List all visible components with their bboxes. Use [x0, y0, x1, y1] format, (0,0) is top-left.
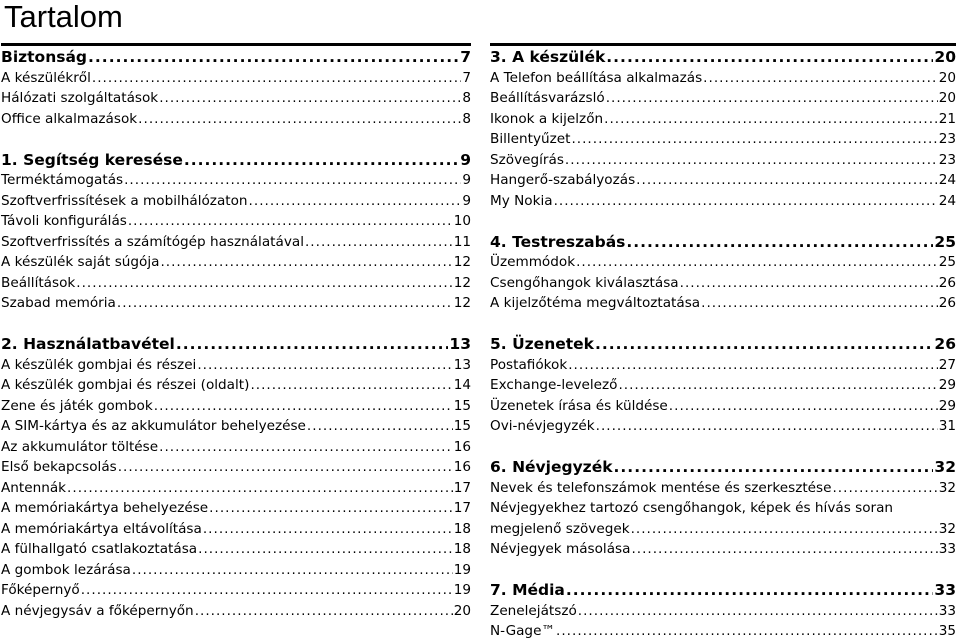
dot-leader — [631, 519, 938, 540]
dot-leader — [118, 457, 453, 478]
page-number: 14 — [453, 377, 471, 393]
page-number: 10 — [453, 213, 471, 229]
page-number: 35 — [938, 623, 956, 639]
page-number: 23 — [938, 151, 956, 168]
entry-title: Első bekapcsolás — [1, 459, 117, 475]
entry-title: Szövegírás — [490, 151, 564, 168]
dot-leader — [596, 416, 938, 437]
page-number: 26 — [934, 335, 956, 353]
page-number: 16 — [453, 459, 471, 475]
page-number: 19 — [453, 582, 471, 598]
toc-entry[interactable] — [490, 129, 956, 150]
entry-title: Zene és játék gombok — [1, 397, 153, 414]
page-number: 11 — [453, 233, 471, 250]
page-number: 32 — [934, 458, 956, 476]
page-number: 9 — [462, 192, 471, 209]
entry-title: Nevek és telefonszámok mentése és szerkesztése — [490, 479, 832, 496]
toc-entry[interactable] — [490, 601, 956, 622]
section-title: 2. Használatbavétel — [1, 335, 175, 353]
entry-title: Antennák — [1, 479, 67, 496]
dot-leader — [703, 68, 938, 89]
entry-title: A SIM-kártya és az akkumulátor behelyezése — [1, 418, 306, 434]
page-number: 8 — [462, 90, 471, 106]
page-number: 27 — [938, 356, 956, 373]
page-number: 7 — [462, 69, 471, 86]
entry-title: A Telefon beállítása alkalmazás — [490, 69, 703, 86]
entry-title: A készülék saját súgója — [1, 254, 160, 270]
page-number: 9 — [462, 172, 471, 188]
dot-leader — [250, 375, 452, 396]
page-number: 29 — [938, 397, 956, 414]
entry-title: Beállításvarázsló — [490, 90, 605, 106]
dot-leader — [832, 478, 937, 499]
section-title: Biztonság — [1, 48, 88, 66]
toc-entry[interactable] — [1, 109, 471, 130]
section-gap — [490, 314, 956, 335]
toc-section-heading[interactable] — [490, 457, 956, 478]
dot-leader — [81, 580, 453, 601]
entry-title: A készülék gombjai és részei — [1, 356, 197, 373]
toc-entry[interactable] — [490, 375, 956, 396]
toc-entry[interactable] — [1, 375, 471, 396]
entry-title: Szoftverfrissítés a számítógép használatával — [1, 233, 304, 250]
section-title: 3. A készülék — [490, 48, 606, 66]
section-gap — [490, 211, 956, 232]
page-number: 20 — [453, 602, 471, 619]
dot-leader — [565, 150, 938, 171]
dot-leader — [626, 232, 933, 253]
toc-entry[interactable] — [490, 68, 956, 89]
toc-entry[interactable] — [490, 273, 956, 294]
dot-leader — [92, 68, 461, 89]
toc-entry[interactable] — [1, 539, 471, 560]
toc-entry[interactable] — [490, 252, 956, 273]
toc-entry[interactable] — [490, 478, 956, 499]
page-number: 24 — [938, 192, 956, 209]
entry-title: Csengőhangok kiválasztása — [490, 274, 679, 291]
entry-title: Névjegyek másolása — [490, 541, 631, 557]
dot-leader — [631, 539, 937, 560]
dot-leader — [606, 47, 933, 68]
dot-leader — [117, 293, 453, 314]
entry-title: A készülékről — [1, 69, 91, 86]
page-number: 13 — [449, 335, 471, 353]
entry-title: Zenelejátszó — [490, 602, 577, 619]
toc-column-right — [490, 43, 956, 642]
page-number: 18 — [453, 520, 471, 537]
toc-section-heading[interactable] — [490, 334, 956, 355]
dot-leader — [132, 560, 453, 581]
page-number: 26 — [938, 274, 956, 291]
section-gap — [490, 437, 956, 458]
toc-entry[interactable] — [1, 293, 471, 314]
dot-leader — [195, 601, 453, 622]
dot-leader — [249, 191, 462, 212]
page-title: Tartalom — [4, 0, 123, 34]
entry-title: A névjegysáv a főképernyőn — [1, 602, 194, 619]
toc-section-heading[interactable] — [490, 232, 956, 253]
entry-title: Távoli konfigurálás — [1, 213, 127, 229]
dot-leader — [680, 273, 938, 294]
page-number: 9 — [460, 150, 471, 169]
toc-entry[interactable] — [490, 293, 956, 314]
page-number: 32 — [938, 479, 956, 496]
page-number: 12 — [453, 254, 471, 270]
dot-leader — [138, 109, 461, 130]
page-number: 21 — [938, 110, 956, 127]
dot-leader — [128, 211, 453, 232]
toc-entry[interactable] — [1, 170, 471, 191]
dot-leader — [636, 170, 938, 191]
section-title: 5. Üzenetek — [490, 335, 594, 353]
toc-entry[interactable] — [1, 232, 471, 253]
section-title: 1. Segítség keresése — [1, 150, 183, 169]
page-number: 8 — [462, 110, 471, 127]
page-number: 20 — [938, 69, 956, 86]
page-number: 18 — [453, 541, 471, 557]
dot-leader — [571, 129, 937, 150]
toc-entry[interactable] — [1, 437, 471, 458]
section-gap — [1, 129, 471, 150]
toc-entry[interactable] — [490, 150, 956, 171]
toc-entry[interactable] — [490, 519, 956, 540]
entry-title: Főképernyő — [1, 582, 80, 598]
entry-title: Névjegyekhez tartozó csengőhangok, képek és hívás soran — [490, 500, 894, 516]
section-title: 6. Névjegyzék — [490, 458, 613, 476]
dot-leader — [701, 293, 938, 314]
page-number: 25 — [934, 232, 956, 251]
toc-entry[interactable] — [1, 273, 471, 294]
toc-entry[interactable] — [490, 88, 956, 109]
toc-section-heading[interactable] — [490, 580, 956, 601]
dot-leader — [159, 437, 453, 458]
entry-title: Terméktámogatás — [1, 172, 124, 188]
dot-leader — [67, 478, 453, 499]
toc-entry[interactable] — [1, 580, 471, 601]
entry-title: A készülék gombjai és részei (oldalt) — [1, 377, 250, 393]
page-number: 19 — [453, 561, 471, 578]
toc-entry[interactable] — [490, 170, 956, 191]
page-number: 12 — [453, 274, 471, 291]
page-number: 33 — [934, 581, 956, 599]
entry-title: Szoftverfrissítések a mobilhálózaton — [1, 192, 248, 209]
page-number: 33 — [938, 541, 956, 557]
dot-leader — [305, 232, 453, 253]
entry-title: Üzenetek írása és küldése — [490, 397, 668, 414]
page-number: 26 — [938, 295, 956, 311]
toc-entry[interactable] — [1, 252, 471, 273]
dot-leader — [568, 355, 937, 376]
toc-entry[interactable] — [1, 88, 471, 109]
dot-leader — [209, 498, 453, 519]
dot-leader — [76, 273, 452, 294]
dot-leader — [618, 375, 937, 396]
page-number: 16 — [453, 438, 471, 455]
entry-title: Hálózati szolgáltatások — [1, 90, 159, 106]
entry-title: My Nokia — [490, 192, 553, 209]
entry-title: Beállítások — [1, 274, 76, 291]
dot-leader — [554, 191, 938, 212]
entry-title: A gombok lezárása — [1, 561, 131, 578]
page-number: 20 — [934, 48, 956, 66]
page-number: 17 — [453, 500, 471, 516]
dot-leader — [160, 252, 452, 273]
toc-entry[interactable] — [1, 355, 471, 376]
toc-entry[interactable] — [490, 396, 956, 417]
page-number: 29 — [938, 377, 956, 393]
page-number: 31 — [938, 418, 956, 434]
entry-title: Üzemmódok — [490, 254, 576, 270]
entry-title: Az akkumulátor töltése — [1, 438, 159, 455]
toc-entry[interactable] — [490, 416, 956, 437]
dot-leader — [88, 47, 459, 68]
section-gap — [1, 314, 471, 335]
toc-entry[interactable] — [1, 416, 471, 437]
toc-section-heading[interactable] — [1, 150, 471, 171]
page-number: 24 — [938, 172, 956, 188]
page-number: 17 — [453, 479, 471, 496]
toc-entry[interactable] — [1, 396, 471, 417]
dot-leader — [198, 539, 453, 560]
toc-entry[interactable] — [1, 68, 471, 89]
dot-leader — [595, 334, 933, 355]
dot-leader — [203, 519, 453, 540]
toc-section-heading[interactable] — [1, 47, 471, 68]
entry-title: A fülhallgató csatlakoztatása — [1, 541, 198, 557]
entry-title: A memóriakártya eltávolítása — [1, 520, 202, 537]
entry-title: Ikonok a kijelzőn — [490, 110, 604, 127]
page-number: 12 — [453, 295, 471, 311]
entry-title: megjelenő szövegek — [490, 520, 630, 537]
page-number: 25 — [938, 254, 956, 270]
dot-leader — [176, 334, 449, 355]
dot-leader — [576, 252, 938, 273]
page-number: 32 — [938, 520, 956, 537]
dot-leader — [159, 88, 461, 109]
dot-leader — [124, 170, 461, 191]
toc-column-left — [1, 43, 471, 621]
toc-entry[interactable] — [490, 621, 956, 642]
section-title: 7. Média — [490, 581, 565, 599]
dot-leader — [197, 355, 452, 376]
entry-title: Office alkalmazások — [1, 110, 138, 127]
toc-entry[interactable] — [1, 560, 471, 581]
entry-title: A kijelzőtéma megváltoztatása — [490, 295, 701, 311]
entry-title: A memóriakártya behelyezése — [1, 500, 209, 516]
dot-leader — [578, 601, 938, 622]
toc-entry[interactable] — [490, 539, 956, 560]
dot-leader — [606, 88, 938, 109]
page-number: 13 — [453, 356, 471, 373]
dot-leader — [556, 621, 938, 642]
entry-title: Exchange-levelező — [490, 377, 618, 393]
entry-title: N-Gage™ — [490, 623, 556, 639]
page-number: 20 — [938, 90, 956, 106]
entry-title: Postafiókok — [490, 356, 568, 373]
entry-title: Billentyűzet — [490, 131, 571, 147]
toc-entry[interactable] — [1, 211, 471, 232]
toc-entry[interactable] — [490, 191, 956, 212]
dot-leader — [307, 416, 453, 437]
toc-entry[interactable] — [490, 498, 956, 519]
toc-entry[interactable] — [1, 601, 471, 622]
section-title: 4. Testreszabás — [490, 232, 626, 251]
toc-entry[interactable] — [1, 191, 471, 212]
toc-entry[interactable] — [1, 519, 471, 540]
toc-entry[interactable] — [1, 498, 471, 519]
toc-section-heading[interactable] — [490, 47, 956, 68]
page-number: 15 — [453, 397, 471, 414]
toc-entry[interactable] — [490, 109, 956, 130]
page-number: 7 — [460, 48, 471, 66]
page-number: 23 — [938, 131, 956, 147]
section-gap — [490, 560, 956, 581]
toc-entry[interactable] — [1, 457, 471, 478]
dot-leader — [154, 396, 453, 417]
entry-title: Ovi-névjegyzék — [490, 418, 595, 434]
dot-leader — [614, 457, 934, 478]
toc-entry[interactable] — [1, 478, 471, 499]
page-number: 15 — [453, 418, 471, 434]
dot-leader — [184, 150, 459, 171]
toc-section-heading[interactable] — [1, 334, 471, 355]
entry-title: Szabad memória — [1, 295, 116, 311]
dot-leader — [669, 396, 938, 417]
dot-leader — [604, 109, 938, 130]
page-number: 33 — [938, 602, 956, 619]
dot-leader — [566, 580, 934, 601]
toc-entry[interactable] — [490, 355, 956, 376]
entry-title: Hangerő-szabályozás — [490, 172, 636, 188]
